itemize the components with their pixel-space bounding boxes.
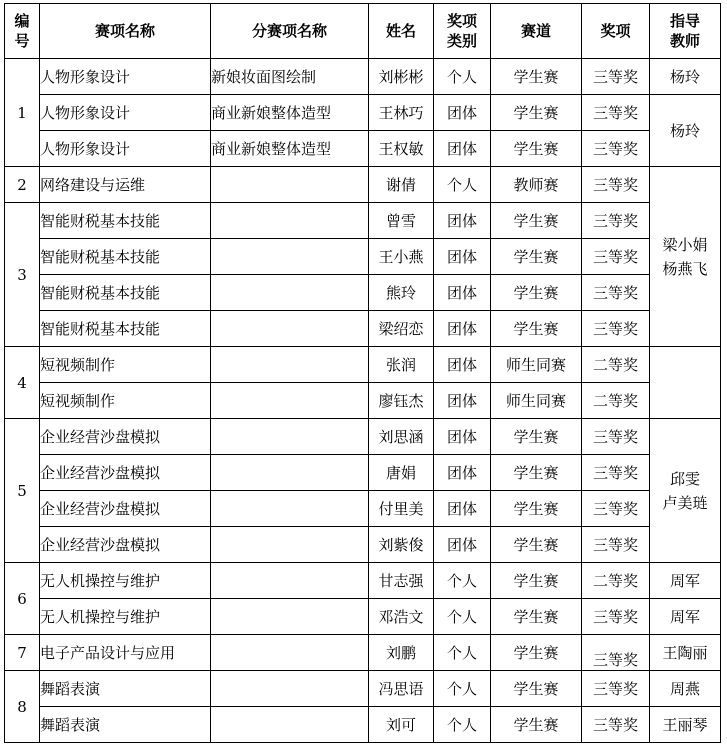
award-type-cell: 团体 <box>434 527 491 563</box>
award-cell: 三等奖 <box>582 707 650 743</box>
name-cell: 刘彬彬 <box>369 59 434 95</box>
group-number: 4 <box>5 347 40 419</box>
event-cell: 无人机操控与维护 <box>40 563 211 599</box>
track-cell: 学生赛 <box>491 311 582 347</box>
track-cell: 教师赛 <box>491 167 582 203</box>
track-cell: 学生赛 <box>491 671 582 707</box>
track-cell: 学生赛 <box>491 635 582 671</box>
award-cell: 三等奖 <box>582 239 650 275</box>
award-cell: 三等奖 <box>582 95 650 131</box>
event-cell: 舞蹈表演 <box>40 671 211 707</box>
name-cell: 邓浩文 <box>369 599 434 635</box>
teacher-cell: 周军 <box>650 599 721 635</box>
event-cell: 短视频制作 <box>40 383 211 419</box>
teacher-cell: 杨玲 <box>650 95 721 167</box>
group-number: 2 <box>5 167 40 203</box>
group-number: 5 <box>5 419 40 563</box>
header-name: 姓名 <box>369 4 434 59</box>
name-cell: 熊玲 <box>369 275 434 311</box>
name-cell: 唐娟 <box>369 455 434 491</box>
award-type-cell: 个人 <box>434 635 491 671</box>
event-cell: 智能财税基本技能 <box>40 203 211 239</box>
award-cell: 三等奖 <box>582 635 650 671</box>
sub-event-cell <box>211 239 369 275</box>
event-cell: 人物形象设计 <box>40 95 211 131</box>
track-cell: 学生赛 <box>491 419 582 455</box>
name-cell: 王林巧 <box>369 95 434 131</box>
table-row <box>5 239 721 275</box>
table-row <box>5 455 721 491</box>
header-teacher: 指导教师 <box>650 4 721 59</box>
award-type-cell: 个人 <box>434 59 491 95</box>
award-type-cell: 个人 <box>434 707 491 743</box>
name-cell: 刘可 <box>369 707 434 743</box>
teacher-line: 邱雯 <box>669 469 700 488</box>
track-cell: 学生赛 <box>491 707 582 743</box>
group-number: 3 <box>5 203 40 347</box>
header-award-type: 奖项类别 <box>434 4 491 59</box>
award-cell: 三等奖 <box>582 275 650 311</box>
name-cell: 冯思语 <box>369 671 434 707</box>
track-cell: 学生赛 <box>491 599 582 635</box>
sub-event-cell <box>211 275 369 311</box>
award-type-cell: 团体 <box>434 131 491 167</box>
award-type-cell: 团体 <box>434 95 491 131</box>
event-cell: 智能财税基本技能 <box>40 239 211 275</box>
award-cell: 三等奖 <box>582 599 650 635</box>
group-number: 1 <box>5 59 40 167</box>
sub-event-cell <box>211 419 369 455</box>
track-cell: 学生赛 <box>491 95 582 131</box>
header-sub-event: 分赛项名称 <box>211 4 369 59</box>
teacher-cell: 周军 <box>650 563 721 599</box>
event-cell: 企业经营沙盘模拟 <box>40 455 211 491</box>
group-number: 8 <box>5 671 40 743</box>
teacher-line: 卢美琏 <box>662 493 708 512</box>
sub-event-cell <box>211 635 369 671</box>
sub-event-cell <box>211 599 369 635</box>
name-cell: 刘鹏 <box>369 635 434 671</box>
sub-event-cell <box>211 455 369 491</box>
track-cell: 师生同赛 <box>491 347 582 383</box>
name-cell: 付里美 <box>369 491 434 527</box>
teacher-cell: 周燕 <box>650 671 721 707</box>
track-cell: 学生赛 <box>491 563 582 599</box>
sub-event-cell: 新娘妆面图绘制 <box>211 59 369 95</box>
header-event: 赛项名称 <box>40 4 211 59</box>
group-number: 6 <box>5 563 40 635</box>
track-cell: 师生同赛 <box>491 383 582 419</box>
track-cell: 学生赛 <box>491 131 582 167</box>
name-cell: 王小燕 <box>369 239 434 275</box>
table-row <box>5 563 721 599</box>
track-cell: 学生赛 <box>491 59 582 95</box>
table-row <box>5 203 721 239</box>
sub-event-cell <box>211 167 369 203</box>
sub-event-cell: 商业新娘整体造型 <box>211 95 369 131</box>
award-cell: 三等奖 <box>582 131 650 167</box>
award-type-cell: 团体 <box>434 491 491 527</box>
table-row <box>5 527 721 563</box>
award-cell: 三等奖 <box>582 455 650 491</box>
event-cell: 智能财税基本技能 <box>40 275 211 311</box>
award-type-cell: 个人 <box>434 599 491 635</box>
award-cell: 二等奖 <box>582 347 650 383</box>
track-cell: 学生赛 <box>491 455 582 491</box>
table-row <box>5 491 721 527</box>
award-type-cell: 团体 <box>434 455 491 491</box>
sub-event-cell <box>211 383 369 419</box>
name-cell: 廖钰杰 <box>369 383 434 419</box>
award-type-cell: 团体 <box>434 383 491 419</box>
name-cell: 曾雪 <box>369 203 434 239</box>
sub-event-cell <box>211 707 369 743</box>
track-cell: 学生赛 <box>491 527 582 563</box>
name-cell: 甘志强 <box>369 563 434 599</box>
award-cell: 三等奖 <box>582 311 650 347</box>
sub-event-cell <box>211 563 369 599</box>
sub-event-cell: 商业新娘整体造型 <box>211 131 369 167</box>
name-cell: 刘紫俊 <box>369 527 434 563</box>
award-type-cell: 个人 <box>434 671 491 707</box>
teacher-line: 梁小娟 <box>662 235 708 254</box>
table-row <box>5 635 721 671</box>
event-cell: 网络建设与运维 <box>40 167 211 203</box>
name-cell: 王权敏 <box>369 131 434 167</box>
award-cell: 三等奖 <box>582 167 650 203</box>
sub-event-cell <box>211 491 369 527</box>
table-row <box>5 347 721 383</box>
teacher-cell: 王丽琴 <box>650 707 721 743</box>
award-type-cell: 个人 <box>434 563 491 599</box>
event-cell: 人物形象设计 <box>40 131 211 167</box>
table-row <box>5 59 721 95</box>
group-number: 7 <box>5 635 40 671</box>
table-row <box>5 383 721 419</box>
table-row <box>5 167 721 203</box>
award-cell: 三等奖 <box>582 671 650 707</box>
event-cell: 企业经营沙盘模拟 <box>40 491 211 527</box>
awards-table <box>4 3 721 743</box>
table-row <box>5 419 721 455</box>
table-row <box>5 131 721 167</box>
track-cell: 学生赛 <box>491 203 582 239</box>
table-row <box>5 95 721 131</box>
teacher-cell <box>650 167 721 347</box>
sub-event-cell <box>211 311 369 347</box>
header-award: 奖项 <box>582 4 650 59</box>
sub-event-cell <box>211 671 369 707</box>
event-cell: 舞蹈表演 <box>40 707 211 743</box>
event-cell: 无人机操控与维护 <box>40 599 211 635</box>
teacher-cell: 杨玲 <box>650 59 721 95</box>
award-type-cell: 团体 <box>434 239 491 275</box>
award-cell: 三等奖 <box>582 527 650 563</box>
table-row <box>5 707 721 743</box>
event-cell: 人物形象设计 <box>40 59 211 95</box>
name-cell: 刘思涵 <box>369 419 434 455</box>
teacher-cell: 王陶丽 <box>650 635 721 671</box>
name-cell: 梁绍恋 <box>369 311 434 347</box>
name-cell: 张润 <box>369 347 434 383</box>
award-type-cell: 团体 <box>434 275 491 311</box>
table-row <box>5 599 721 635</box>
award-type-cell: 团体 <box>434 203 491 239</box>
table-row <box>5 311 721 347</box>
header-track: 赛道 <box>491 4 582 59</box>
event-cell: 企业经营沙盘模拟 <box>40 419 211 455</box>
event-cell: 企业经营沙盘模拟 <box>40 527 211 563</box>
track-cell: 学生赛 <box>491 239 582 275</box>
award-cell: 三等奖 <box>582 419 650 455</box>
sub-event-cell <box>211 347 369 383</box>
award-type-cell: 个人 <box>434 167 491 203</box>
award-cell: 三等奖 <box>582 491 650 527</box>
sub-event-cell <box>211 203 369 239</box>
award-type-cell: 团体 <box>434 419 491 455</box>
award-cell: 二等奖 <box>582 563 650 599</box>
header-num: 编号 <box>5 4 40 59</box>
teacher-cell <box>650 347 721 419</box>
award-cell: 二等奖 <box>582 383 650 419</box>
header-row <box>5 4 721 59</box>
award-cell: 三等奖 <box>582 59 650 95</box>
track-cell: 学生赛 <box>491 491 582 527</box>
award-type-cell: 团体 <box>434 347 491 383</box>
name-cell: 谢倩 <box>369 167 434 203</box>
track-cell: 学生赛 <box>491 275 582 311</box>
sub-event-cell <box>211 527 369 563</box>
award-cell: 三等奖 <box>582 203 650 239</box>
event-cell: 短视频制作 <box>40 347 211 383</box>
teacher-cell <box>650 419 721 563</box>
award-type-cell: 团体 <box>434 311 491 347</box>
table-row <box>5 275 721 311</box>
table-row <box>5 671 721 707</box>
teacher-line: 杨燕飞 <box>662 259 708 278</box>
event-cell: 电子产品设计与应用 <box>40 635 211 671</box>
event-cell: 智能财税基本技能 <box>40 311 211 347</box>
